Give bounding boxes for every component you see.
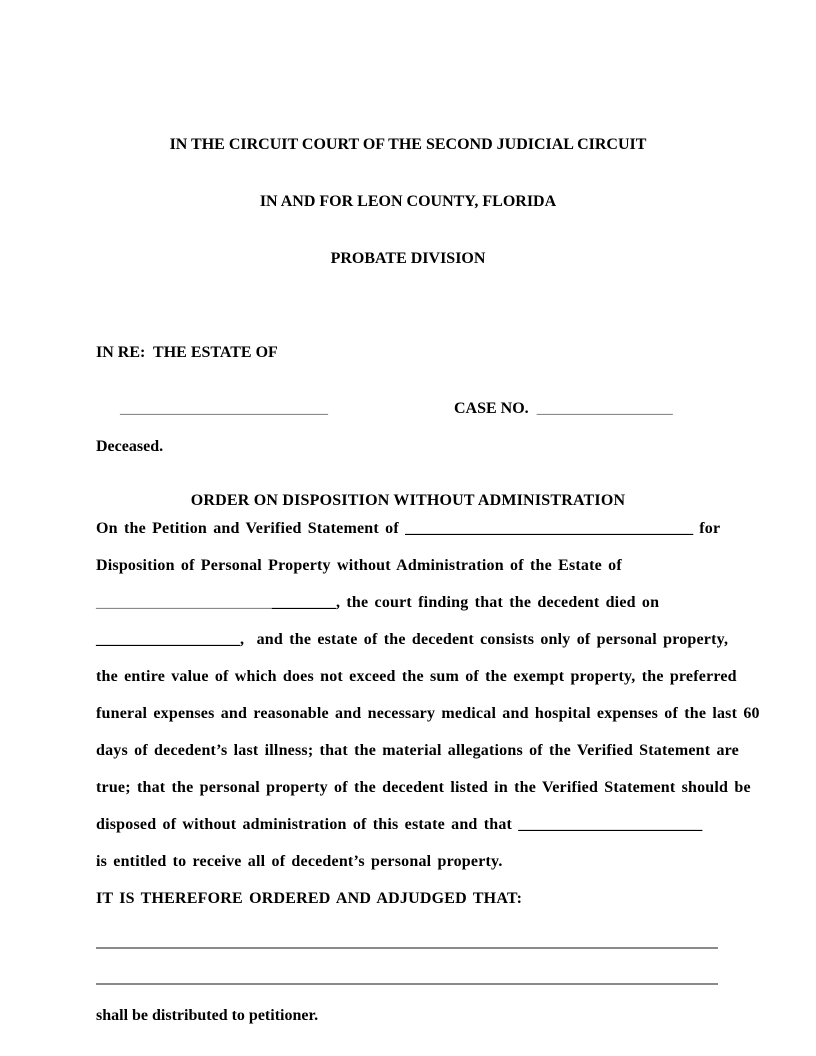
case-no-label: CASE NO. [454, 400, 529, 417]
body-line [96, 880, 720, 917]
body-line [96, 658, 737, 695]
case-no-blank-field: _________________ [536, 400, 673, 417]
case-caption [96, 343, 720, 456]
case-number-group [454, 399, 673, 418]
body-text: is entitled to receive all of decedent’s personal property. [96, 853, 503, 870]
body-text: Disposition of Personal Property without Administration of the Estate of [96, 557, 622, 574]
ordered-text-ruled-line-1 [96, 947, 718, 949]
body-text: IT IS THEREFORE ORDERED AND ADJUDGED THAT: [96, 890, 523, 907]
body-line [96, 806, 720, 843]
body-line [96, 510, 720, 547]
body-text: days of decedent’s last illness; that the material allegations of the Verified Statement are [96, 742, 739, 759]
case-number-row [96, 380, 720, 437]
order-body [96, 510, 760, 917]
court-header-line-2: IN AND FOR LEON COUNTY, FLORIDA [259, 193, 557, 210]
body-text: , and the estate of the decedent consists only of personal property, [240, 631, 729, 648]
body-line [96, 584, 720, 621]
body-text: On the Petition and Verified Statement of [96, 520, 406, 537]
body-line [96, 843, 720, 880]
body-line [96, 695, 760, 732]
order-title: ORDER ON DISPOSITION WITHOUT ADMINISTRATION [190, 492, 626, 509]
court-header-line-3: PROBATE DIVISION [330, 250, 486, 267]
in-re-line: IN RE: THE ESTATE OF [96, 344, 278, 361]
decedent-name-blank-field: __________________________ [120, 400, 328, 417]
body-text: funeral expenses and reasonable and necessary medical and hospital expenses of the last 60 [96, 705, 760, 722]
blank-field: ________ [272, 594, 336, 611]
deceased-label: Deceased. [96, 438, 164, 455]
blank-field: ______________________ [96, 594, 272, 611]
court-header-line-1: IN THE CIRCUIT COURT OF THE SECOND JUDICIAL CIRCUIT [169, 136, 647, 153]
body-line [96, 769, 751, 806]
body-line [96, 732, 739, 769]
body-text: the entire value of which does not exceed the sum of the exempt property, the preferred [96, 668, 737, 685]
ordered-text-ruled-line-2 [96, 983, 718, 985]
blank-field: ____________________________________ [405, 520, 694, 537]
body-text: for [693, 520, 721, 537]
body-line [96, 547, 720, 584]
body-text: disposed of without administration of this estate and that [96, 816, 519, 833]
closing-line: shall be distributed to petitioner. [96, 1007, 319, 1024]
body-text: true; that the personal property of the decedent listed in the Verified Statement should be [96, 779, 751, 796]
blank-field: __________________ [96, 631, 240, 648]
blank-field: _______________________ [518, 816, 703, 833]
body-line [96, 621, 729, 658]
body-text: , the court finding that the decedent died on [336, 594, 660, 611]
court-header [96, 97, 720, 306]
